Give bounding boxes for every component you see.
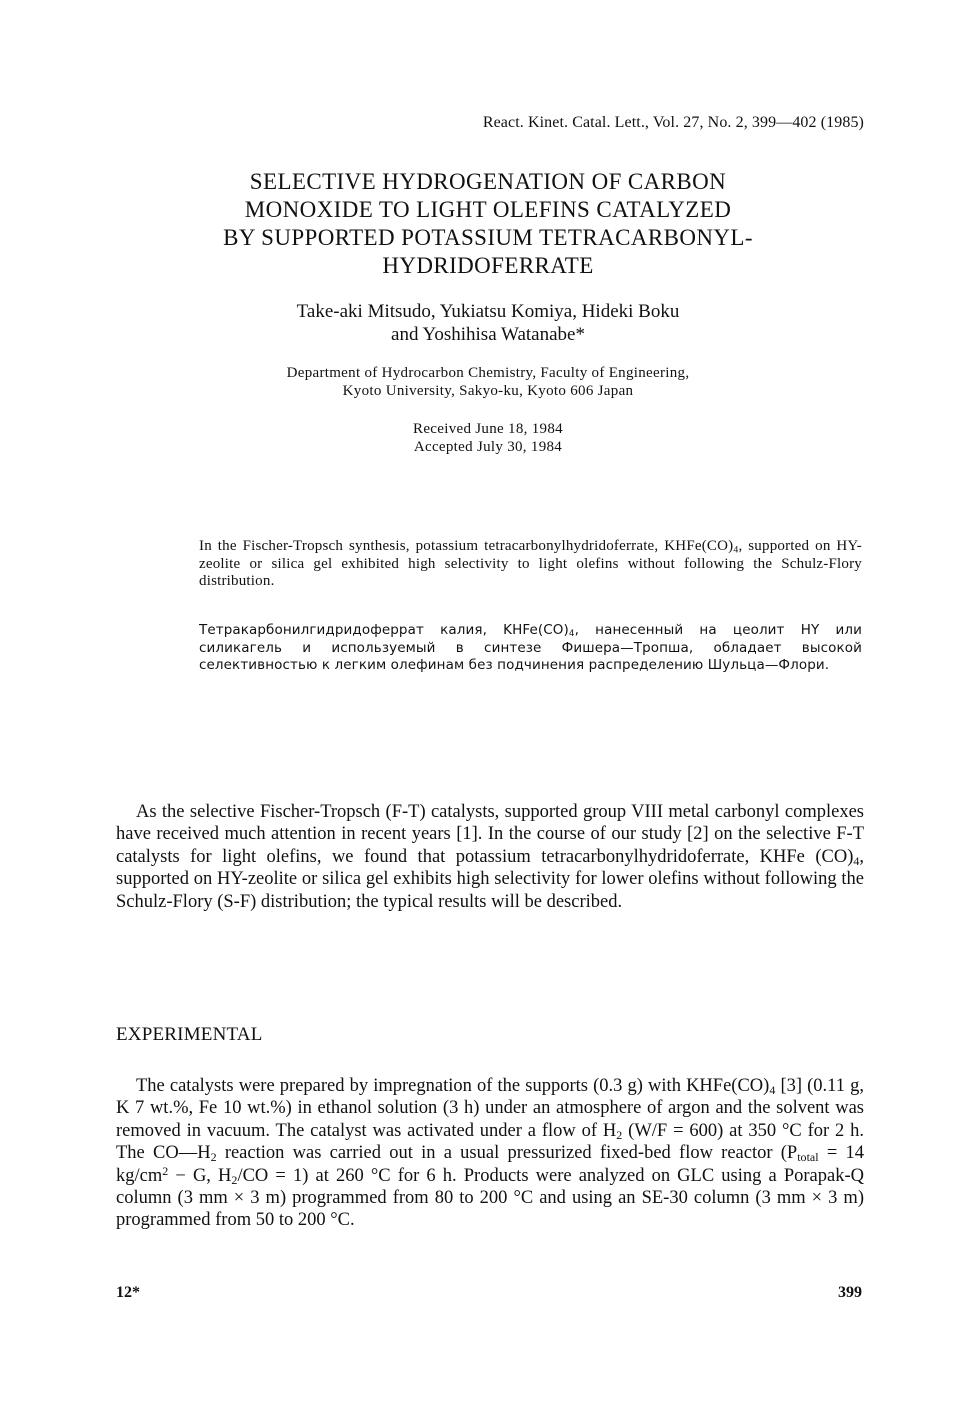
superscript: 2 <box>162 1163 169 1178</box>
abstract-english <box>199 538 862 591</box>
affiliation <box>120 364 856 400</box>
title-line: SELECTIVE HYDROGENATION OF CARBON <box>249 169 727 194</box>
authors-line: and Yoshihisa Watanabe* <box>391 324 585 345</box>
affiliation-line: Kyoto University, Sakyo-ku, Kyoto 606 Japan <box>342 383 634 399</box>
page-number: 399 <box>838 1284 862 1301</box>
accepted-date: Accepted July 30, 1984 <box>413 439 563 455</box>
exp-text: (W/F = 600) at 350 °C for 2 h. The CO—H <box>116 1120 864 1164</box>
experimental-body <box>116 1075 864 1232</box>
authors <box>120 300 856 346</box>
subscript: 2 <box>231 1172 238 1187</box>
exp-text: The catalysts were prepared by impregnation of the supports (0.3 g) with KHFe(CO) <box>136 1076 770 1096</box>
subscript: 4 <box>853 853 860 868</box>
subscript: 4 <box>568 629 575 640</box>
section-heading: EXPERIMENTAL <box>116 1024 263 1045</box>
exp-text: /CO = 1) at 260 °C for 6 h. Products were analyzed on GLC using a Porapak-Q column (3 mm × 3 m) programmed from 80 to 200 °C and using an SE-30 column (3 mm × 3 m) programmed from 50 to 200 °C. <box>116 1165 865 1231</box>
exp-text: [3] (0.11 g, K 7 wt.%, Fe 10 wt.%) in ethanol solution (3 h) under an atmosphere of argon and the solvent was removed in vacuum. The catalyst was activated under a flow of H <box>116 1076 865 1141</box>
exp-text: = 14 kg/cm <box>116 1143 864 1186</box>
abstract-en-text: In the Fischer-Tropsch synthesis, potassium tetracarbonylhydridoferrate, KHFe(CO) <box>199 538 734 554</box>
journal-citation: React. Kinet. Catal. Lett., Vol. 27, No. 2, 399—402 (1985) <box>482 114 864 131</box>
subscript: 4 <box>769 1083 776 1097</box>
authors-line: Take-aki Mitsudo, Yukiatsu Komiya, Hideki Boku <box>296 301 680 322</box>
subscript: 4 <box>733 544 739 556</box>
received-date: Received June 18, 1984 <box>413 421 563 437</box>
affiliation-line: Department of Hydrocarbon Chemistry, Faculty of Engineering, <box>286 365 690 381</box>
exp-text: reaction was carried out in a usual pressurized fixed-bed flow reactor (P <box>216 1143 798 1164</box>
footer-signature-mark: 12* <box>116 1284 140 1301</box>
abstract-ru-text: Тетракарбонилгидридоферрат калия, KHFe(CO) <box>199 622 569 638</box>
abstract-ru-text: , нанесенный на цеолит HY или силикагель и используемый в синтезе Фишера—Тропша, обладает высокой селективностью к легким олефинам без подчинения распределению Шульца—Флори. <box>199 622 862 673</box>
intro-text: , supported on HY-zeolite or silica gel exhibits high selectivity for lower olefins without following the Schulz-Flory (S-F) distribution; the typical results will be described. <box>116 846 864 912</box>
experimental-paragraph <box>116 1075 864 1232</box>
abstract-en-text: , supported on HY-zeolite or silica gel exhibited high selectivity to light olefins without following the Schulz-Flory distribution. <box>199 538 862 589</box>
title-line: BY SUPPORTED POTASSIUM TETRACARBONYL- <box>223 225 753 250</box>
title-line: HYDRIDOFERRATE <box>382 253 594 278</box>
introduction-paragraph <box>116 801 864 913</box>
subscript: total <box>797 1150 819 1165</box>
intro-text: As the selective Fischer-Tropsch (F-T) catalysts, supported group VIII metal carbonyl complexes have received much attention in recent years [1]. In the course of our study [2] on the selective F-T catalysts for light olefins, we found that potassium tetracarbonylhydridoferrate, KHFe (CO) <box>116 802 864 867</box>
subscript: 2 <box>616 1127 623 1142</box>
article-title <box>120 168 856 280</box>
abstract-russian <box>199 622 862 675</box>
dates <box>120 420 856 456</box>
intro-body <box>116 801 864 913</box>
subscript: 2 <box>210 1150 217 1165</box>
title-line: MONOXIDE TO LIGHT OLEFINS CATALYZED <box>244 197 732 222</box>
exp-text: − G, H <box>168 1165 232 1186</box>
